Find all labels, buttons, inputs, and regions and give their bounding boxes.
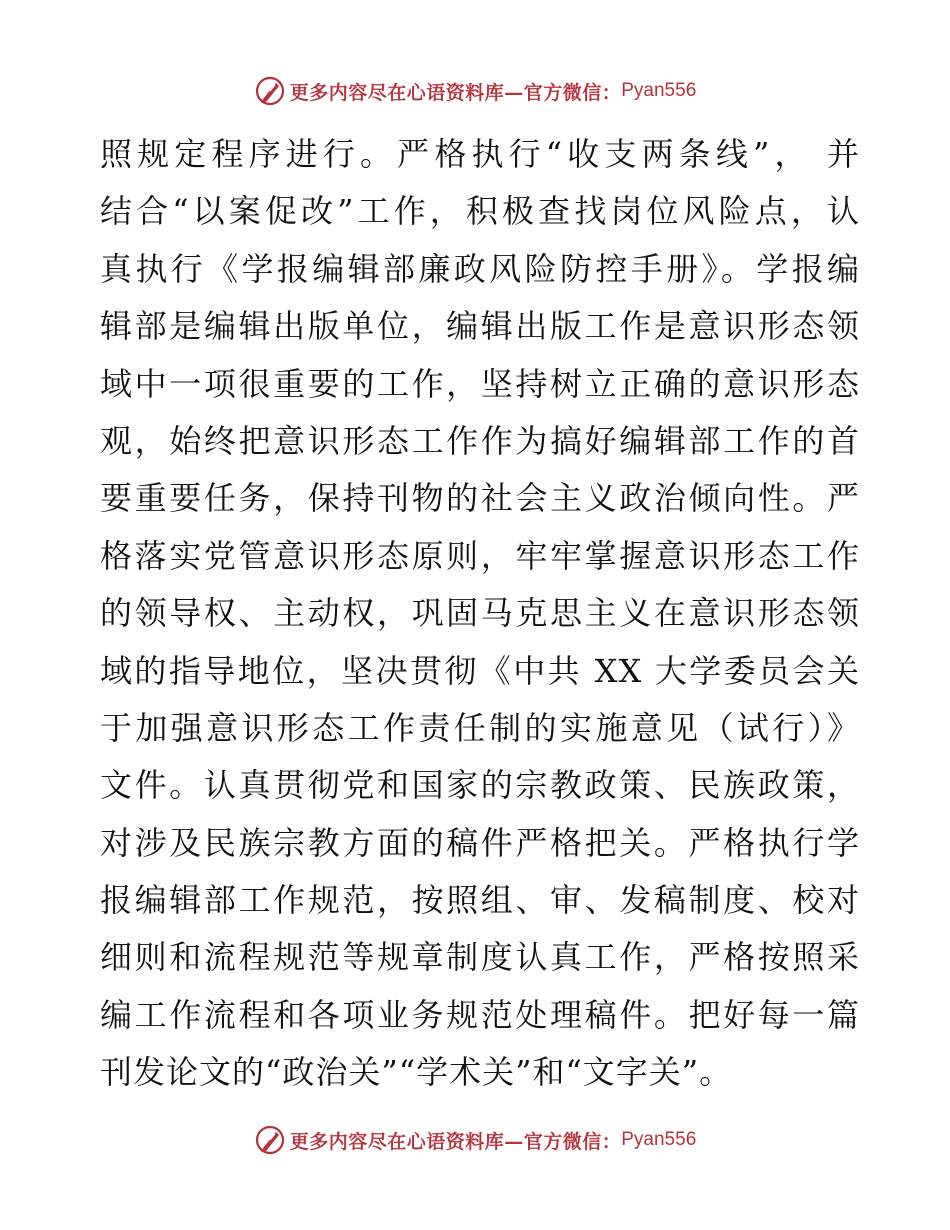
- text-line: 对涉及民族宗教方面的稿件严格把关。严格执行学: [100, 823, 860, 862]
- text-line: 细则和流程规范等规章制度认真工作，严格按照采: [100, 938, 860, 977]
- footer-banner-text: 更多内容尽在心语资料库—官方微信：: [289, 1130, 622, 1153]
- text-line: 的领导权、主动权，巩固马克思主义在意识形态领: [100, 594, 860, 633]
- text-line: 刊发论文的“政治关”“学术关”和“文字关”。: [100, 1053, 733, 1092]
- text-line: 于加强意识形态工作责任制的实施意见（试行）》: [100, 708, 860, 747]
- text-line: 编工作流程和各项业务规范处理稿件。把好每一篇: [100, 995, 860, 1034]
- header-banner-id: Pyan556: [621, 80, 697, 101]
- quill-pen-icon: [254, 1124, 286, 1156]
- text-line: 真执行《学报编辑部廉政风险防控手册》。学报编: [100, 249, 860, 288]
- text-line: 观，始终把意识形态工作作为搞好编辑部工作的首: [100, 421, 860, 460]
- text-line: 文件。认真贯彻党和国家的宗教政策、民族政策，: [100, 766, 860, 805]
- footer-banner-id: Pyan556: [621, 1129, 697, 1150]
- text-line: 要重要任务，保持刊物的社会主义政治倾向性。严: [100, 479, 860, 518]
- footer-banner: [0, 1120, 950, 1160]
- header-banner: [0, 71, 950, 111]
- text-line: 照规定程序进行。严格执行“收支两条线”， 并: [100, 135, 860, 173]
- text-line: 域的指导地位，坚决贯彻《中共 XX 大学委员会关: [100, 651, 860, 690]
- quill-pen-icon: [254, 75, 286, 107]
- text-line: 格落实党管意识形态原则，牢牢掌握意识形态工作: [100, 536, 860, 575]
- text-line: 域中一项很重要的工作，坚持树立正确的意识形态: [100, 364, 860, 403]
- body-paragraph: [100, 126, 860, 1102]
- text-line: 报编辑部工作规范，按照组、审、发稿制度、校对: [100, 881, 860, 920]
- header-banner-text: 更多内容尽在心语资料库—官方微信：: [289, 81, 622, 104]
- text-line: 辑部是编辑出版单位，编辑出版工作是意识形态领: [100, 307, 860, 346]
- text-line: 结合“以案促改”工作，积极查找岗位风险点，认: [100, 192, 860, 231]
